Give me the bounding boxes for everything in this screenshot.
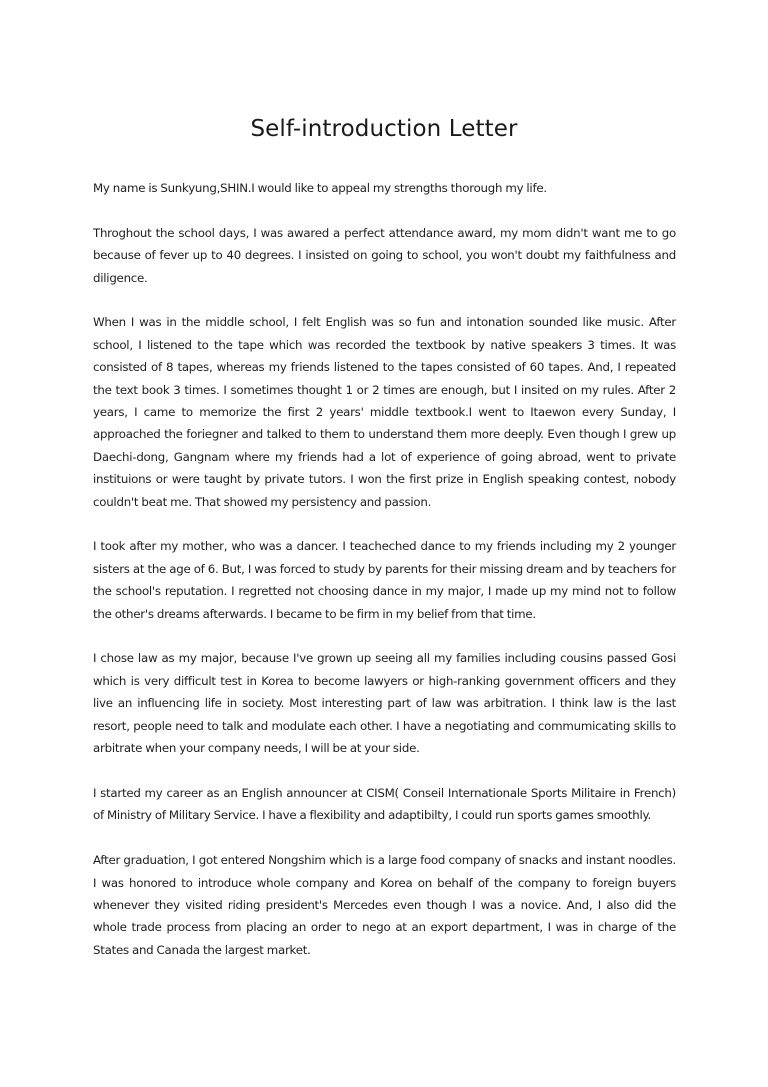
paragraph-school-attendance: Throghout the school days, I was awared a perfect attendance award, my mom didn't want me to go because of fever up to 40 degrees. I insisted on going to school, you won't doubt my faithfulness and diligence. <box>93 225 676 285</box>
paragraph-law-major: I chose law as my major, because I've grown up seeing all my families including cousins passed Gosi which is very difficult test in Korea to become lawyers or high-ranking government officers and they live an influencing life in society. Most interesting part of law was arbitration. I think law is the last resort, people need to talk and modulate each other. I have a negotiating and commumicating skills to arbitrate when your company needs, I will be at your side. <box>93 651 676 756</box>
paragraph-dance: I took after my mother, who was a dancer. I teacheched dance to my friends including my 2 younger sisters at the age of 6. But, I was forced to study by parents for their missing dream and by teachers for the school's reputation. I regretted not choosing dance in my major, I made up my mind not to follow the other's dreams afterwards. I became to be firm in my belief from that time. <box>93 539 676 621</box>
letter-body <box>93 177 676 984</box>
paragraph-announcer-career: I started my career as an English announcer at CISM( Conseil Internationale Sports Militaire in French) of Ministry of Military Service. I have a flexibility and adaptibilty, I could run sports games smoothly. <box>93 785 676 823</box>
paragraph-nongshim-career: After graduation, I got entered Nongshim which is a large food company of snacks and instant noodles. I was honored to introduce whole company and Korea on behalf of the company to foreign buyers whenever they visited riding president's Mercedes even though I was a novice. And, I also did the whole trade process from placing an order to nego at an export department, I was in charge of the States and Canada the largest market. <box>93 853 676 957</box>
document-title: Self-introduction Letter <box>250 116 518 142</box>
paragraph-intro: My name is Sunkyung,SHIN.I would like to appeal my strengths thorough my life. <box>93 181 547 195</box>
paragraph-english-study: When I was in the middle school, I felt English was so fun and intonation sounded like music. After school, I listened to the tape which was recorded the textbook by native speakers 3 times. It was consisted of 8 tapes, whereas my friends listened to the tapes consisted of 60 tapes. And, I repeated the text book 3 times. I sometimes thought 1 or 2 times are enough, but I insited on my rules. After 2 years, I came to memorize the first 2 years' middle textbook.I went to Itaewon every Sunday, I approached the foriegner and talked to them to understand them more deeply. Even though I grew up Daechi-dong, Gangnam where my friends had a lot of experience of going abroad, went to private instituions or were taught by private tutors. I won the first prize in English speaking contest, nobody couldn't beat me. That showed my persistency and passion. <box>93 315 676 509</box>
